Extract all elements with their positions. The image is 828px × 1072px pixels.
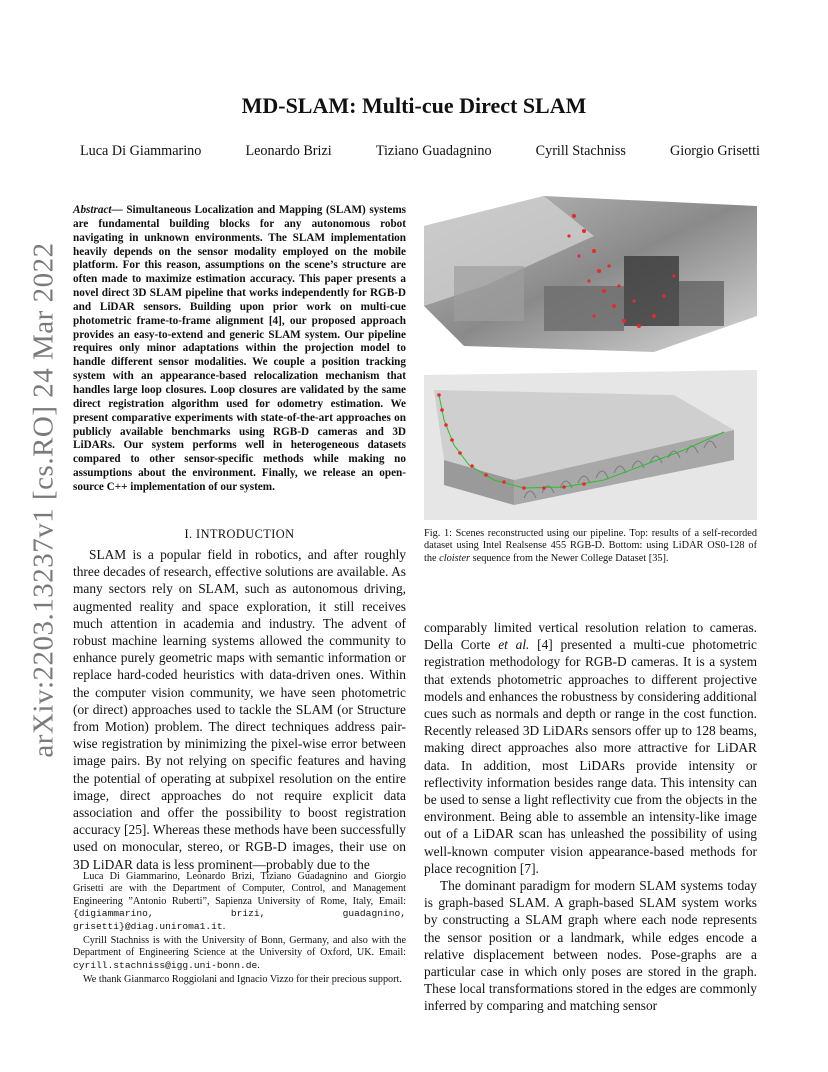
section-title: I. INTRODUCTION [184, 527, 295, 541]
abstract-text: — Simultaneous Localization and Mapping (SLAM) systems are fundamental building blocks for any autonomous robot navigating in unknown environments. The SLAM implementation heavily depends on the sensor modality employed on the mobile platform. For this reason, assumptions on the scene’s structure are often made to maximize estimation accuracy. This paper presents a novel direct 3D SLAM pipeline that works independently for RGB-D and LiDAR sensors. Building upon prior work on multi-cue photometric frame-to-frame alignment [4], our proposed approach provides an easy-to-extend and generic SLAM system. Our pipeline requires only minor adaptations within the projection model to handle different sensor modalities. We couple a position tracking system with an appearance-based relocalization mechanism that handles large loop closures. Loop closures are validated by the same direct registration algorithm used for odometry estimation. We present comparative experiments with state-of-the-art approaches on publicly available benchmarks using RGB-D cameras and 3D LiDARs. Our system performs well in heterogeneous datasets compared to other sensor-specific methods while making no assumptions about the environment. Finally, we release an open-source C++ implementation of our system. [73, 204, 406, 493]
footnote-acknowledgement: We thank Gianmarco Roggiolani and Ignacio Vizzo for their precious support. [83, 974, 402, 986]
figure-lidar-cloister [424, 370, 757, 520]
right-paragraph-2: The dominant paradigm for modern SLAM systems today is graph-based SLAM. A graph-based SLAM system works by constructing a SLAM graph where each node represents the sensor position or a landmark, while edges encode a relative displacement between nodes. Pose-graphs are a particular case in which only poses are stored in the graph. These local transformations stored in the edges are commonly inferred by comparing and matching sensor [424, 878, 757, 1014]
author-list [80, 143, 760, 160]
intro-paragraph: SLAM is a popular field in robotics, and after roughly three decades of research, effective solutions are available. As many sectors rely on SLAM, such as autonomous driving, augmented reality and space exploration, it still receives much attention in academia and industry. The advent of robust machine learning systems allowed the community to enhance purely geometric maps with semantic information or replace hard-coded heuristics with data-driven ones. Within the computer vision community, we have seen photometric (or direct) approaches used to tackle the SLAM (or Structure from Motion) problem. The direct techniques address pair-wise registration by minimizing the pixel-wise error between image pairs. By not relying on specific features and having the potential of operating at subpixel resolution on the entire image, direct approaches do not require explicit data association and offer the possibility to boost registration accuracy [25]. Whereas these methods have been successfully used on monocular, stereo, or RGB-D images, their use on 3D LiDAR data is less prominent—probably due to the [73, 547, 406, 872]
footnote-affiliation-bonn: Cyrill Stachniss is with the University of Bonn, Germany, and also with the Department of Engineering Science at the University of Oxford, UK. Email: cyrill.stachniss@igg.uni-bonn.de. [73, 935, 406, 971]
caption-italic: cloister [439, 552, 471, 564]
email-sapienza: {digiammarino, brizi, guadagnino, grisetti}@diag.uniroma1.it [73, 908, 406, 932]
abstract-lead: Abstract [73, 204, 112, 216]
right-column-text [424, 619, 757, 1015]
introduction-text [73, 546, 406, 873]
figure-caption: Fig. 1: Scenes reconstructed using our pipeline. Top: results of a self-recorded dataset using Intel Realsense 455 RGB-D. Bottom: using LiDAR OS0-128 of the cloister sequence from the Newer College Dataset [35]. [424, 528, 757, 564]
arxiv-stamp-text: arXiv:2203.13237v1 [cs.RO] 24 Mar 2022 [27, 242, 60, 758]
author: Giorgio Grisetti [670, 143, 760, 159]
figure-rgbd-reconstruction [424, 196, 757, 352]
right-paragraph-1: comparably limited vertical resolution relation to cameras. Della Corte et al. [4] presented a multi-cue photometric registration methodology for RGB-D cameras. It is a system that extends photometric approaches to different projective models and enhances the robustness by considering additional cues such as normals and depth or range in the cost function. Recently released 3D LiDARs sensors offer up to 128 beams, making direct approaches also more attractive for LiDAR data. In addition, most LiDARs provide intensity or reflectivity information besides range data. This intensity can be used to sense a light reflectivity cue from the objects in the environment. Being able to assemble an intensity-like image out of a LiDAR scan has unleashed the possibility of using well-known computer vision appearance-based methods for place recognition [7]. [424, 620, 757, 876]
arxiv-stamp [14, 240, 74, 760]
author: Luca Di Giammarino [80, 143, 202, 159]
footnote-affiliation-sapienza: Luca Di Giammarino, Leonardo Brizi, Tiziano Guadagnino and Giorgio Grisetti are with the Department of Computer, Control, and Management Engineering ”Antonio Ruberti”, Sapienza University of Rome, Italy, Email: {digiammarino, brizi, guadagnino, grisetti}@diag.uniroma1.it. [73, 871, 406, 932]
paper-title: MD-SLAM: Multi-cue Direct SLAM [241, 93, 587, 118]
abstract [73, 204, 406, 495]
author: Cyrill Stachniss [535, 143, 626, 159]
footnotes [73, 871, 406, 989]
email-bonn: cyrill.stachniss@igg.uni-bonn.de [73, 959, 258, 971]
author: Leonardo Brizi [245, 143, 332, 159]
author: Tiziano Guadagnino [375, 143, 492, 159]
